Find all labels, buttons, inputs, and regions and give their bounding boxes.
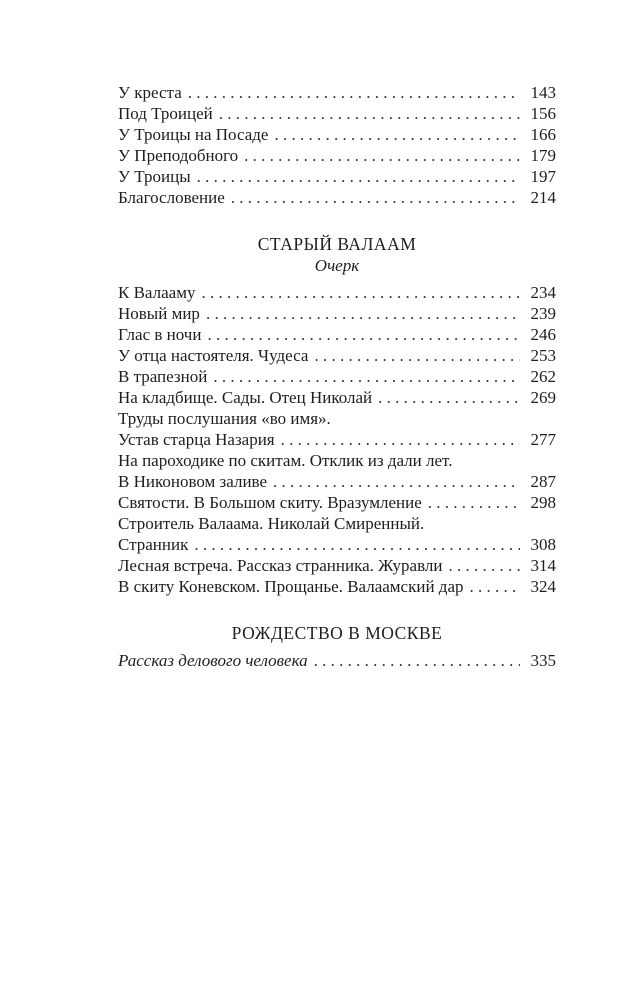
toc-entry-page: 298	[530, 493, 556, 512]
toc-entry[interactable]	[118, 82, 556, 103]
toc-entry-page: 277	[530, 430, 556, 449]
toc-entry-title: Строитель Валаама. Николай Смиренный.	[118, 514, 425, 533]
dot-leader	[314, 345, 520, 366]
dot-leader	[274, 124, 520, 145]
toc-entry-title: У креста	[118, 83, 182, 102]
dot-leader	[314, 650, 520, 671]
toc-entry[interactable]	[118, 345, 556, 366]
toc-entry-title: Святости. В Большом скиту. Вразумление	[118, 493, 422, 512]
toc-entry[interactable]	[118, 492, 556, 513]
toc-entry-title: В трапезной	[118, 367, 208, 386]
toc-entry[interactable]	[118, 324, 556, 345]
dot-leader	[470, 576, 520, 597]
dot-leader	[188, 82, 520, 103]
toc-entry-page: 314	[530, 556, 556, 575]
dot-leader	[273, 471, 520, 492]
toc-entry-page: 335	[530, 651, 556, 670]
toc-entry-title: Устав старца Назария	[118, 430, 275, 449]
toc-entry[interactable]	[118, 650, 556, 671]
spacer	[118, 597, 556, 622]
toc-entry-title: Рассказ делового человека	[118, 651, 308, 670]
toc-entry-page: 234	[530, 283, 556, 302]
toc-entry-page: 269	[530, 388, 556, 407]
section-heading: РОЖДЕСТВО В МОСКВЕ	[231, 623, 443, 643]
toc-entry-page: 166	[530, 125, 556, 144]
toc-entry[interactable]	[118, 450, 556, 471]
toc-entry-page: 239	[530, 304, 556, 323]
table-of-contents	[118, 82, 556, 671]
toc-entry[interactable]	[118, 576, 556, 597]
dot-leader	[231, 187, 520, 208]
toc-entry-title: Странник	[118, 535, 189, 554]
toc-entry-title: На пароходике по скитам. Отклик из дали лет.	[118, 451, 453, 470]
toc-entry-title: Глас в ночи	[118, 325, 202, 344]
toc-entry-title: Благословение	[118, 188, 225, 207]
toc-entry-title: В скиту Коневском. Прощанье. Валаамский дар	[118, 577, 464, 596]
toc-entry-page: 287	[530, 472, 556, 491]
dot-leader	[428, 492, 520, 513]
dot-leader	[206, 303, 520, 324]
toc-entry-page: 308	[530, 535, 556, 554]
toc-entry[interactable]	[118, 187, 556, 208]
dot-leader	[448, 555, 520, 576]
dot-leader	[213, 366, 520, 387]
toc-entry[interactable]	[118, 103, 556, 124]
dot-leader	[281, 429, 520, 450]
toc-entry-page: 324	[530, 577, 556, 596]
toc-entry-page: 253	[530, 346, 556, 365]
toc-entry-title: В Никоновом заливе	[118, 472, 268, 491]
toc-entry[interactable]	[118, 282, 556, 303]
dot-leader	[219, 103, 520, 124]
toc-entry-page: 262	[530, 367, 556, 386]
toc-entry[interactable]	[118, 429, 556, 450]
toc-section-part3	[118, 622, 556, 671]
toc-entry-title: Труды послушания «во имя».	[118, 409, 331, 428]
toc-entry-title: Новый мир	[118, 304, 200, 323]
toc-entry-title: Лесная встреча. Рассказ странника. Журавли	[118, 556, 443, 575]
toc-entry[interactable]	[118, 366, 556, 387]
toc-entry[interactable]	[118, 387, 556, 408]
toc-entry-title: К Валааму	[118, 283, 196, 302]
toc-entry-page: 156	[530, 104, 556, 123]
toc-entry[interactable]	[118, 471, 556, 492]
dot-leader	[194, 534, 520, 555]
toc-entry[interactable]	[118, 145, 556, 166]
toc-entry-title: У Преподобного	[118, 146, 239, 165]
toc-entry-title: У отца настоятеля. Чудеса	[118, 346, 309, 365]
toc-entry[interactable]	[118, 124, 556, 145]
toc-entry-title: Под Троицей	[118, 104, 213, 123]
toc-section-part2	[118, 233, 556, 597]
dot-leader	[197, 166, 520, 187]
toc-entry-title: У Троицы на Посаде	[118, 125, 269, 144]
toc-entry[interactable]	[118, 555, 556, 576]
toc-entry-page: 214	[530, 188, 556, 207]
toc-entry-title: На кладбище. Сады. Отец Николай	[118, 388, 373, 407]
toc-entry-page: 246	[530, 325, 556, 344]
toc-entry[interactable]	[118, 513, 556, 534]
section-heading: СТАРЫЙ ВАЛААМ	[257, 234, 417, 254]
toc-entry[interactable]	[118, 303, 556, 324]
toc-section-part1	[118, 82, 556, 208]
toc-entry[interactable]	[118, 166, 556, 187]
toc-entry-page: 179	[530, 146, 556, 165]
toc-entry-page: 197	[530, 167, 556, 186]
dot-leader	[207, 324, 520, 345]
toc-entry-page: 143	[530, 83, 556, 102]
toc-entry-title: У Троицы	[118, 167, 191, 186]
dot-leader	[378, 387, 520, 408]
dot-leader	[201, 282, 520, 303]
toc-entry[interactable]	[118, 534, 556, 555]
toc-entry[interactable]	[118, 408, 556, 429]
spacer	[118, 208, 556, 233]
section-subheading: Очерк	[314, 256, 360, 275]
dot-leader	[244, 145, 520, 166]
